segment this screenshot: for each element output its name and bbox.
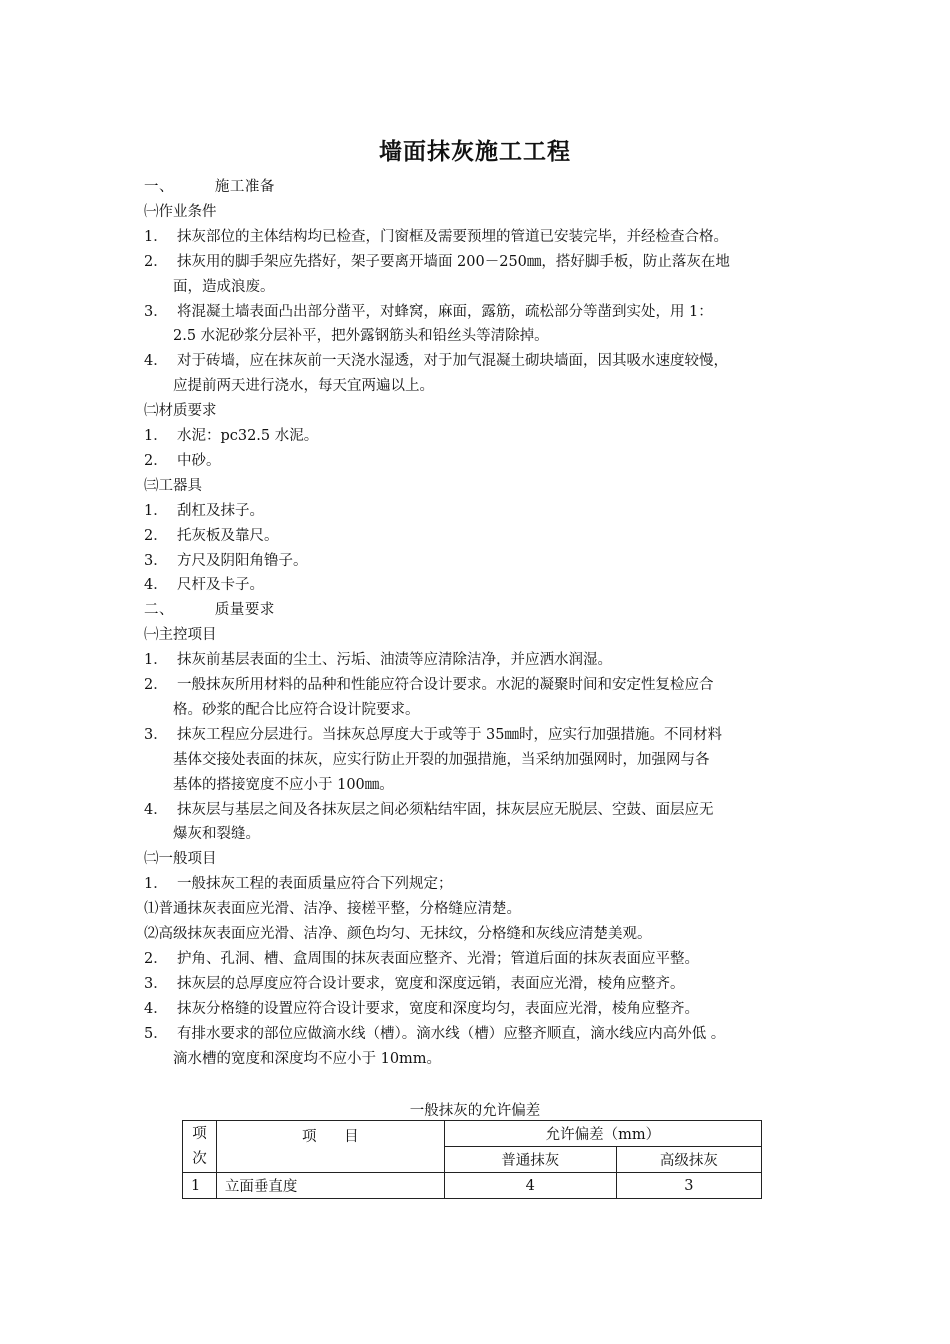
header-high: 高级抹灰: [616, 1147, 761, 1173]
text-line: 1． 抹灰部位的主体结构均已检查，门窗框及需要预埋的管道已安装完毕，并经检查合格。: [144, 228, 728, 245]
text-line: 1． 抹灰前基层表面的尘土、污垢、油渍等应清除洁净，并应洒水润湿。: [144, 652, 612, 669]
text-line: 4． 抹灰层与基层之间及各抹灰层之间必须粘结牢固，抹灰层应无脱层、空鼓、面层应无: [144, 801, 714, 818]
text-line: 1． 一般抹灰工程的表面质量应符合下列规定；: [144, 876, 453, 893]
text-line: 2． 护角、孔洞、槽、盒周围的抹灰表面应整齐、光滑；管道后面的抹灰表面应平整。: [144, 950, 699, 967]
header-normal: 普通抹灰: [444, 1147, 616, 1173]
text-line: 2． 抹灰用的脚手架应先搭好，架子要离开墙面 200－250㎜，搭好脚手板，防止落灰在地: [144, 253, 730, 270]
text-line: 4． 尺杆及卡子。: [144, 577, 264, 594]
text-line: ⑵高级抹灰表面应光滑、洁净、颜色均匀、无抹纹，分格缝和灰线应清楚美观。: [144, 926, 652, 942]
text-line: 2． 中砂。: [144, 452, 221, 469]
text-line: 爆灰和裂缝。: [173, 826, 260, 843]
cell-normal: 4: [444, 1173, 616, 1199]
text-line: 4． 抹灰分格缝的设置应符合设计要求，宽度和深度均匀，表面应光滑，棱角应整齐。: [144, 1000, 699, 1017]
text-line: 3． 抹灰工程应分层进行。当抹灰总厚度大于或等于 35㎜时，应实行加强措施。不同材料: [144, 726, 722, 743]
text-line: 应提前两天进行浇水，每天宜两遍以上。: [173, 378, 434, 395]
text-line: 3． 方尺及阴阳角镥子。: [144, 552, 308, 569]
section-heading: 一、 施工准备: [144, 179, 275, 195]
text-line: 基体交接处表面的抹灰，应实行防止开裂的加强措施，当采纳加强网时，加强网与各: [173, 751, 710, 768]
text-line: ㈠作业条件: [144, 203, 217, 220]
text-line: ⑴普通抹灰表面应光滑、洁净、接槎平整，分格缝应清楚。: [144, 901, 521, 918]
text-line: 3． 抹灰层的总厚度应符合设计要求，宽度和深度远销，表面应光滑，棱角应整齐。: [144, 975, 685, 992]
text-line: 1． 水泥：pc32.5 水泥。: [144, 428, 319, 444]
text-line: 4． 对于砖墙，应在抹灰前一天浇水湿透，对于加气混凝土砌块墙面，因其吸水速度较慢，: [144, 353, 728, 370]
text-line: 1． 刮杠及抹子。: [144, 502, 264, 519]
cell-no: 1: [183, 1173, 217, 1199]
text-line: 面，造成浪废。: [173, 278, 275, 295]
text-line: 2． 一般抹灰所用材料的品种和性能应符合设计要求。水泥的凝聚时间和安定性复检应合: [144, 677, 714, 693]
cell-high: 3: [616, 1173, 761, 1199]
header-allowance: 允许偏差（mm）: [444, 1121, 761, 1147]
header-no: 项 次: [183, 1121, 217, 1173]
text-line: 格。砂浆的配合比应符合设计院要求。: [173, 701, 420, 718]
table-caption: 一般抹灰的允许偏差: [409, 1103, 541, 1119]
text-line: 滴水槽的宽度和深度均不应小于 10mm。: [173, 1050, 442, 1067]
table-row: [183, 1173, 762, 1199]
text-line: 基体的搭接宽度不应小于 100㎜。: [173, 776, 394, 793]
text-line: 2． 托灰板及靠尺。: [144, 527, 279, 544]
table-header-row: [183, 1121, 762, 1147]
section-heading: 二、 质量要求: [144, 602, 275, 619]
text-line: ㈡材质要求: [144, 403, 217, 420]
text-line: ㈠主控项目: [144, 627, 217, 644]
deviation-table: [182, 1120, 762, 1199]
text-line: ㈡一般项目: [144, 851, 217, 868]
header-item: 项 目: [216, 1121, 444, 1173]
text-line: 3． 将混凝土墙表面凸出部分凿平，对蜂窝，麻面，露筋，疏松部分等凿到实处，用 1：: [144, 303, 713, 320]
text-line: 5． 有排水要求的部位应做滴水线（槽）。滴水线（槽）应整齐顺直，滴水线应内高外低 。: [144, 1025, 726, 1042]
page-title: 墙面抹灰施工工程: [379, 139, 571, 165]
text-line: 2.5 水泥砂浆分层补平，把外露钢筋头和铅丝头等清除掉。: [173, 328, 549, 345]
text-line: ㈢工器具: [144, 477, 202, 494]
cell-item: 立面垂直度: [216, 1173, 444, 1199]
